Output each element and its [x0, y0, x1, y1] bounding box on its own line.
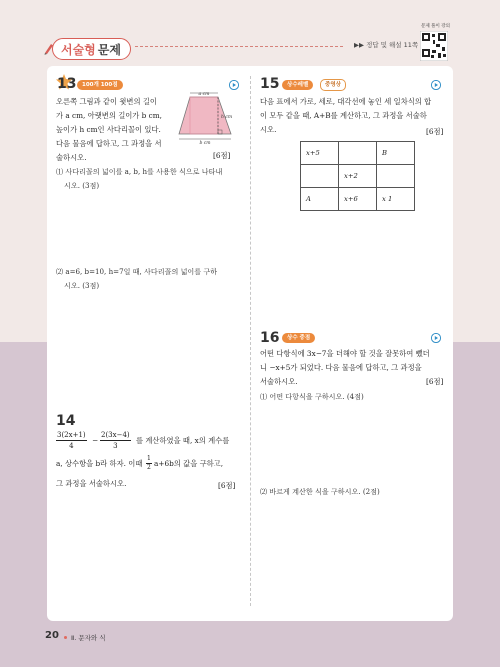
- question-15-number: 15: [260, 76, 280, 92]
- fraction-denominator: 4: [69, 442, 74, 450]
- question-13-line: 가 a cm, 아랫변의 길이가 b cm,: [56, 111, 162, 120]
- figure-bottom-label: b cm: [199, 141, 211, 146]
- video-play-icon[interactable]: [229, 80, 239, 90]
- table-cell: A: [301, 188, 339, 211]
- question-16-line: 니 −x+5가 되었다. 다음 물음에 답하고, 그 과정을: [260, 363, 422, 372]
- question-13-line: 술하시오.: [56, 153, 87, 162]
- magic-square-table: [300, 141, 415, 211]
- question-14-minus: −: [92, 436, 99, 445]
- question-14-half: [146, 455, 152, 472]
- figure-top-label: a cm: [198, 92, 210, 97]
- question-13-sub1-cont: 시오. (3점): [64, 181, 100, 190]
- question-14-fraction-1: [56, 430, 87, 451]
- question-16-sub1: ⑴ 어떤 다항식을 구하시오. (4점): [260, 392, 364, 401]
- qr-code-icon[interactable]: [420, 31, 448, 61]
- question-13-points: [6점]: [213, 151, 231, 160]
- table-row: [301, 188, 415, 211]
- fraction-denominator: 3: [113, 442, 118, 450]
- fraction-numerator: 3(2x+1): [57, 431, 86, 439]
- section-name: Ⅱ. 문자와 식: [71, 634, 106, 642]
- footer-bullet: [64, 636, 67, 639]
- question-15-tag-level: 상수레벨: [282, 80, 313, 90]
- section-title-tab: [52, 38, 131, 60]
- column-divider: [250, 76, 251, 606]
- question-13-sub2-cont: 시오. (3점): [64, 281, 100, 290]
- question-15-line: 시오.: [260, 125, 277, 134]
- question-16-points: [6점]: [426, 377, 444, 386]
- question-13-sub2: ⑵ a=6, b=10, h=7일 때, 사다리꼴의 넓이를 구하: [56, 267, 218, 276]
- question-13-line: 높이가 h cm인 사다리꼴이 있다.: [56, 125, 161, 134]
- page-number: 20: [45, 630, 59, 641]
- question-14-points: [6점]: [218, 481, 236, 490]
- qr-label: 문제 풀이 강의: [421, 24, 450, 29]
- video-play-icon[interactable]: [431, 333, 441, 343]
- table-cell: x+6: [339, 188, 377, 211]
- fraction-denominator: 2: [147, 464, 151, 471]
- question-16-line: 서술하시오.: [260, 377, 298, 386]
- table-cell: [377, 165, 415, 188]
- question-13-sub1: ⑴ 사다리꼴의 넓이를 a, b, h를 사용한 식으로 나타내: [56, 167, 223, 176]
- question-15-line: 다음 표에서 가로, 세로, 대각선에 놓인 세 일차식의 합: [260, 97, 432, 106]
- question-16-sub2: ⑵ 바르게 계산한 식을 구하시오. (2점): [260, 487, 380, 496]
- pencil-icon: [43, 42, 54, 55]
- question-13-number: 13: [57, 76, 77, 92]
- question-16-number: 16: [260, 330, 280, 346]
- section-title-colored: 서술형: [61, 42, 96, 57]
- question-14-line1: 를 계산하였을 때, x의 계수를: [136, 436, 230, 445]
- question-14-fraction-2: [100, 430, 131, 451]
- question-14-line2a: a, 상수항을 b라 하자. 이때: [56, 459, 143, 468]
- question-16-line: 어떤 다항식에 3x−7을 더해야 할 것을 잘못하여 뺐더: [260, 349, 430, 358]
- table-cell: B: [377, 142, 415, 165]
- table-row: [301, 165, 415, 188]
- answer-reference: ▶▶ 정답 및 해설 11쪽: [354, 41, 419, 49]
- table-cell: x+2: [339, 165, 377, 188]
- fraction-numerator: 2(3x−4): [101, 431, 130, 439]
- table-cell: x 1: [377, 188, 415, 211]
- question-13-line: 다음 물음에 답하고, 그 과정을 서: [56, 139, 162, 148]
- header-dashed-line: [135, 46, 343, 47]
- table-row: [301, 142, 415, 165]
- table-cell: [339, 142, 377, 165]
- table-cell: x+5: [301, 142, 339, 165]
- question-15-tag-video: 중영상: [320, 79, 346, 91]
- question-14-line2b: a+6b의 값을 구하고,: [154, 459, 224, 468]
- question-15-points: [6점]: [426, 127, 444, 136]
- question-16-tag: 상수 중점: [282, 333, 315, 343]
- table-cell: [301, 165, 339, 188]
- question-14-number: 14: [56, 413, 76, 429]
- fraction-numerator: 1: [147, 455, 151, 462]
- question-14-line3: 그 과정을 서술하시오.: [56, 479, 127, 488]
- video-play-icon[interactable]: [431, 80, 441, 90]
- question-15-line: 이 모두 같을 때, A+B를 계산하고, 그 과정을 서술하: [260, 111, 427, 120]
- question-13-tag: 100개 100점: [77, 80, 123, 90]
- section-title-plain: 문제: [97, 42, 121, 57]
- figure-height-label: h cm: [221, 115, 233, 120]
- question-13-line: 오른쪽 그림과 같이 윗변의 길이: [56, 97, 157, 106]
- trapezoid-figure: [173, 90, 248, 146]
